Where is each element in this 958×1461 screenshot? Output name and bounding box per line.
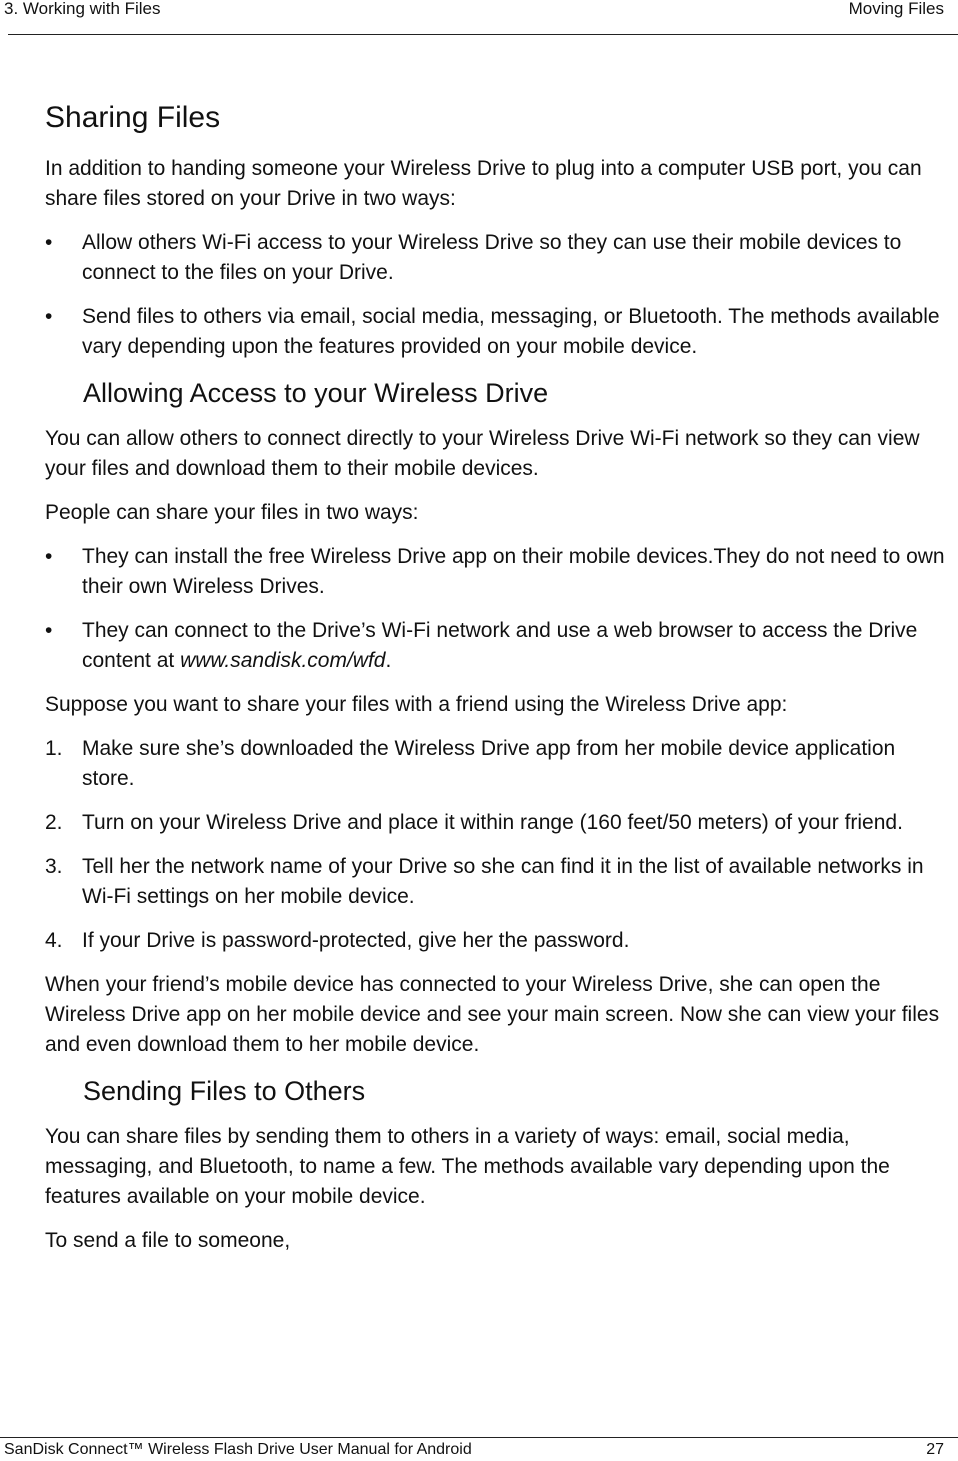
page-content [45, 100, 951, 1270]
list-item: • They can install the free Wireless Drive app on their mobile devices.They do not need to own their own Wireless Drives. [45, 542, 951, 602]
step-number: 1. [45, 737, 63, 760]
section-title-sending-files: Sending Files to Others [83, 1076, 366, 1106]
bullet-marker: • [45, 231, 53, 254]
list-item: 2. Turn on your Wireless Drive and place it within range (160 feet/50 meters) of your friend. [45, 808, 951, 838]
step-number: 2. [45, 811, 63, 834]
sharing-intro: In addition to handing someone your Wireless Drive to plug into a computer USB port, you can share files stored on your Drive in two ways: [45, 157, 922, 210]
header-rule [8, 34, 958, 35]
page-header [0, 0, 958, 36]
list-item: • Send files to others via email, social media, messaging, or Bluetooth. The methods available vary depending upon the features provided on your mobile device. [45, 302, 951, 362]
section-title-allowing-access: Allowing Access to your Wireless Drive [83, 378, 549, 408]
sharing-bullets [45, 228, 951, 362]
share-steps [45, 734, 951, 956]
access-bullets [45, 542, 951, 676]
access-paragraph-2: People can share your files in two ways: [45, 501, 419, 524]
list-item: 1. Make sure she’s downloaded the Wireless Drive app from her mobile device application store. [45, 734, 951, 794]
bullet-marker: • [45, 619, 53, 642]
section-title-sharing-files: Sharing Files [45, 101, 221, 134]
list-item: • Allow others Wi-Fi access to your Wireless Drive so they can use their mobile devices to connect to the files on your Drive. [45, 228, 951, 288]
step-number: 3. [45, 855, 63, 878]
bullet-marker: • [45, 305, 53, 328]
access-paragraph-3: Suppose you want to share your files with a friend using the Wireless Drive app: [45, 693, 788, 716]
header-section: Moving Files [848, 0, 944, 18]
access-paragraph-1: You can allow others to connect directly to your Wireless Drive Wi-Fi network so they can view your files and download them to their mobile devices. [45, 427, 920, 480]
page-number: 27 [926, 1441, 944, 1458]
sending-paragraph-1: You can share files by sending them to others in a variety of ways: email, social media, messaging, and Bluetooth, to name a few. The methods available vary depending upon the features available on your mobile device. [45, 1125, 890, 1208]
access-paragraph-4: When your friend’s mobile device has connected to your Wireless Drive, she can open the Wireless Drive app on her mobile device and see your main screen. Now she can view your files and even download them to her mobile device. [45, 973, 940, 1056]
footer-rule [0, 1437, 958, 1438]
bullet-marker: • [45, 545, 53, 568]
list-item: • They can connect to the Drive’s Wi-Fi network and use a web browser to access the Drive content at www.sandisk.com/wfd. [45, 616, 951, 676]
sandisk-wfd-link[interactable]: www.sandisk.com/wfd [180, 649, 386, 672]
sending-paragraph-2: To send a file to someone, [45, 1229, 291, 1252]
page-footer [0, 1437, 958, 1461]
header-chapter: 3. Working with Files [4, 0, 161, 18]
step-number: 4. [45, 929, 63, 952]
list-item: 4. If your Drive is password-protected, give her the password. [45, 926, 951, 956]
footer-manual-title: SanDisk Connect™ Wireless Flash Drive User Manual for Android [4, 1441, 472, 1458]
list-item: 3. Tell her the network name of your Drive so she can find it in the list of available networks in Wi-Fi settings on her mobile device. [45, 852, 951, 912]
